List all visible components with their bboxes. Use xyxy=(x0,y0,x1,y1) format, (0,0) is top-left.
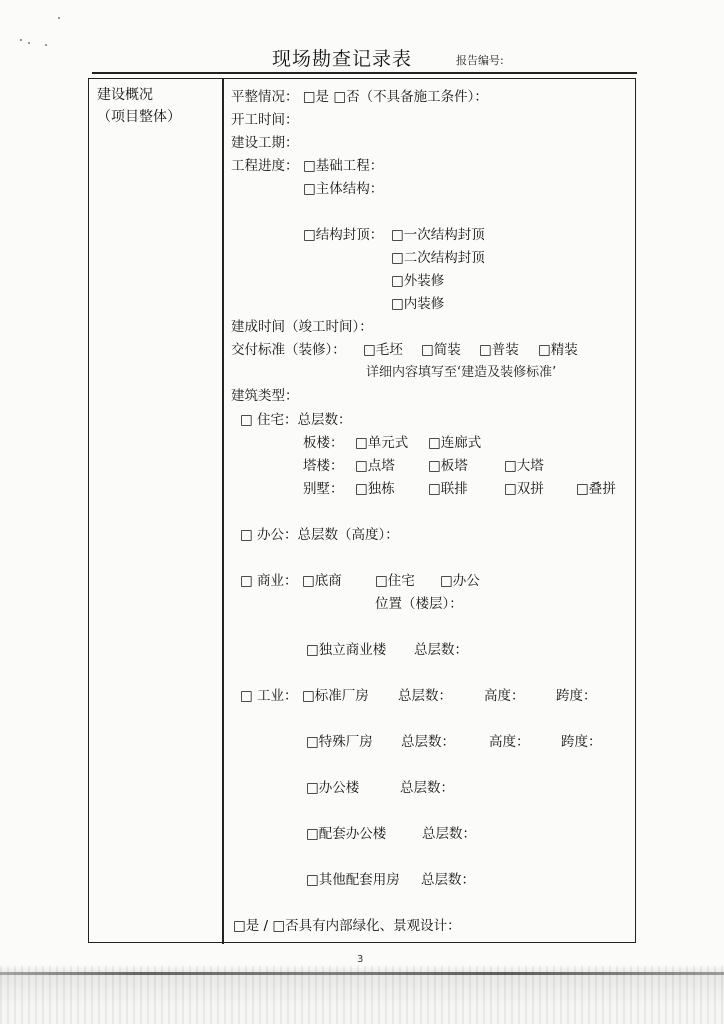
delivery-label: 交付标准（装修）： xyxy=(231,342,346,358)
section-subtitle: （项目整体） xyxy=(97,109,181,125)
support-office-building: □配套办公楼 xyxy=(306,826,387,842)
commercial-option: □底商 xyxy=(302,573,342,589)
progress-label: 工程进度： xyxy=(231,158,299,174)
total-floors-label: 总层数： xyxy=(414,642,468,658)
page-number: 3 xyxy=(357,954,364,965)
structure-cap-label: □结构封顶： xyxy=(303,227,384,243)
standard-plant: □标准厂房 xyxy=(302,688,369,704)
span-label: 跨度： xyxy=(561,734,602,750)
other-support-building: □其他配套用房 xyxy=(306,872,400,888)
commercial-option: □办公 xyxy=(440,573,480,589)
scan-edge-line xyxy=(0,972,724,975)
delivery-note: 详细内容填写至‘建造及装修标准’ xyxy=(366,365,557,380)
height-label: 高度： xyxy=(489,734,530,750)
villa-option: □双拼 xyxy=(504,481,544,497)
villa-option: □独栋 xyxy=(355,481,395,497)
villa-option: □联排 xyxy=(428,481,468,497)
total-floors-label: 总层数： xyxy=(400,780,454,796)
villa-option: □叠拼 xyxy=(576,481,616,497)
tower-label: 塔楼： xyxy=(303,458,344,474)
delivery-option: □精装 xyxy=(538,342,578,358)
commercial-option: □住宅 xyxy=(375,573,415,589)
total-floors-label: 总层数： xyxy=(401,734,455,750)
scan-speck xyxy=(28,42,30,44)
greening-question: □是 / □否具有内部绿化、景观设计： xyxy=(233,918,461,934)
office-building: □办公楼 xyxy=(306,780,360,796)
total-floors-label: 总层数： xyxy=(422,826,476,842)
scan-speck xyxy=(58,17,60,19)
independent-commercial: □独立商业楼 xyxy=(306,642,387,658)
structure-cap-option: □外装修 xyxy=(391,273,445,289)
scan-speck xyxy=(45,44,47,46)
construction-period: 建设工期： xyxy=(231,135,299,151)
slab-option: □单元式 xyxy=(355,435,409,451)
delivery-option: □简装 xyxy=(421,342,461,358)
page-title: 现场勘查记录表 xyxy=(272,48,413,70)
progress-foundation: □基础工程： xyxy=(303,158,384,174)
total-floors-label: 总层数： xyxy=(421,872,475,888)
flat-condition: 平整情况： □是 □否（不具备施工条件）： xyxy=(231,89,488,105)
record-table xyxy=(88,78,636,943)
tower-option: □大塔 xyxy=(504,458,544,474)
residential-label: □ 住宅：总层数： xyxy=(240,412,352,428)
office-label: □ 办公：总层数（高度）： xyxy=(240,527,399,543)
slab-option: □连廊式 xyxy=(428,435,482,451)
tower-option: □点塔 xyxy=(355,458,395,474)
total-floors-label: 总层数： xyxy=(398,688,452,704)
industrial-label: □ 工业： xyxy=(240,688,298,704)
scan-speck xyxy=(20,39,22,41)
villa-label: 别墅： xyxy=(303,481,344,497)
structure-cap-option: □二次结构封顶 xyxy=(391,250,485,266)
delivery-option: □毛坯 xyxy=(363,342,403,358)
section-title: 建设概况 xyxy=(97,87,153,103)
span-label: 跨度： xyxy=(556,688,597,704)
column-divider xyxy=(222,78,224,944)
structure-cap-option: □一次结构封顶 xyxy=(391,227,485,243)
tower-option: □板塔 xyxy=(428,458,468,474)
special-plant: □特殊厂房 xyxy=(306,734,373,750)
structure-cap-option: □内装修 xyxy=(391,296,445,312)
slab-label: 板楼： xyxy=(303,435,344,451)
delivery-option: □普装 xyxy=(479,342,519,358)
height-label: 高度： xyxy=(484,688,525,704)
report-number-label: 报告编号: xyxy=(456,54,504,67)
title-underline xyxy=(92,72,637,74)
building-type-label: 建筑类型： xyxy=(231,388,299,404)
completion-time: 建成时间（竣工时间）： xyxy=(231,319,373,335)
commercial-label: □ 商业： xyxy=(240,573,298,589)
commercial-position: 位置（楼层）： xyxy=(375,596,463,612)
progress-main-structure: □主体结构： xyxy=(303,181,384,197)
start-time: 开工时间： xyxy=(231,112,299,128)
